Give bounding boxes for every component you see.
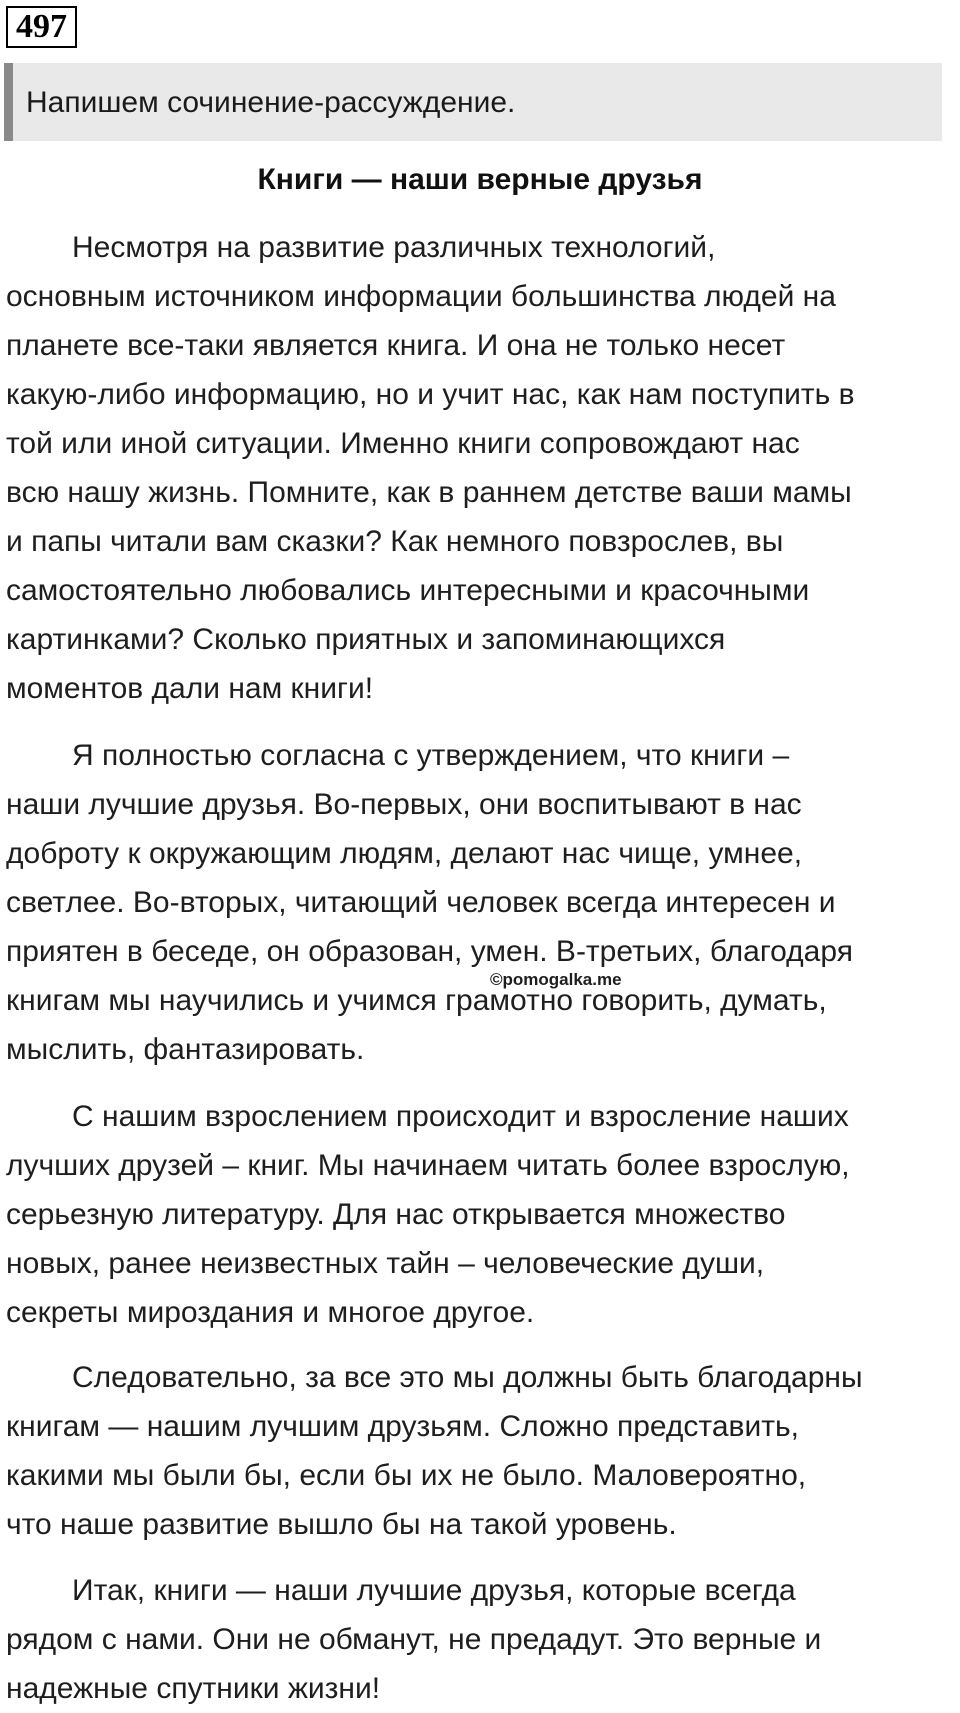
text-line: Итак, книги — наши лучшие друзья, которые всегда (72, 1574, 796, 1607)
text-line: всю нашу жизнь. Помните, как в раннем детстве ваши мамы (6, 476, 852, 509)
task-header: Напишем сочинение-рассуждение. (4, 63, 942, 141)
text-line: мыслить, фантазировать. (6, 1033, 365, 1066)
paragraph-5 (6, 1566, 956, 1713)
text-line: планете все-таки является книга. И она не только несет (6, 329, 786, 362)
essay-title: Книги — наши верные друзья (257, 163, 703, 196)
text-line: Несмотря на развитие различных технологий, (72, 231, 716, 264)
text-line: и папы читали вам сказки? Как немного повзрослев, вы (6, 525, 784, 558)
text-line: той или иной ситуации. Именно книги сопровождают нас (6, 427, 800, 460)
text-line: светлее. Во-вторых, читающий человек всегда интересен и (6, 886, 836, 919)
text-line: Я полностью согласна с утверждением, что книги – (72, 739, 790, 772)
text-line: серьезную литературу. Для нас открывается множество (6, 1198, 786, 1231)
text-line: книгам — нашим лучшим друзьям. Сложно представить, (6, 1410, 799, 1443)
text-line: моментов дали нам книги! (6, 672, 374, 705)
text-line: лучших друзей – книг. Мы начинаем читать более взрослую, (6, 1149, 850, 1182)
text-line: книгам мы научились и учимся грамотно говорить, думать, (6, 984, 827, 1017)
text-line: доброту к окружающим людям, делают нас чище, умнее, (6, 837, 803, 870)
text-line: новых, ранее неизвестных тайн – человеческие души, (6, 1247, 765, 1280)
paragraph-3 (6, 1092, 956, 1337)
paragraph-2 (6, 731, 956, 1074)
text-line: наши лучшие друзья. Во-первых, они воспитывают в нас (6, 788, 802, 821)
paragraph-4 (6, 1353, 956, 1549)
text-line: приятен в беседе, он образован, умен. В-третьих, благодаря (6, 935, 853, 968)
text-line: основным источником информации большинства людей на (6, 280, 836, 313)
text-line: самостоятельно любовались интересными и красочными (6, 574, 810, 607)
text-line: секреты мироздания и многое другое. (6, 1296, 535, 1329)
text-line: картинками? Сколько приятных и запоминающихся (6, 623, 726, 656)
text-line: какими мы были бы, если бы их не было. Маловероятно, (6, 1459, 807, 1492)
text-line: С нашим взрослением происходит и взросление наших (72, 1100, 849, 1133)
text-line: надежные спутники жизни! (6, 1672, 381, 1705)
text-line: рядом с нами. Они не обманут, не предадут. Это верные и (6, 1623, 822, 1656)
text-line: что наше развитие вышло бы на такой уровень. (6, 1508, 677, 1541)
watermark: ©pomogalka.me (490, 970, 622, 989)
text-line: какую-либо информацию, но и учит нас, как нам поступить в (6, 378, 855, 411)
task-number: 497 (6, 6, 77, 48)
paragraph-1 (6, 223, 956, 713)
text-line: Следовательно, за все это мы должны быть благодарны (72, 1361, 863, 1394)
